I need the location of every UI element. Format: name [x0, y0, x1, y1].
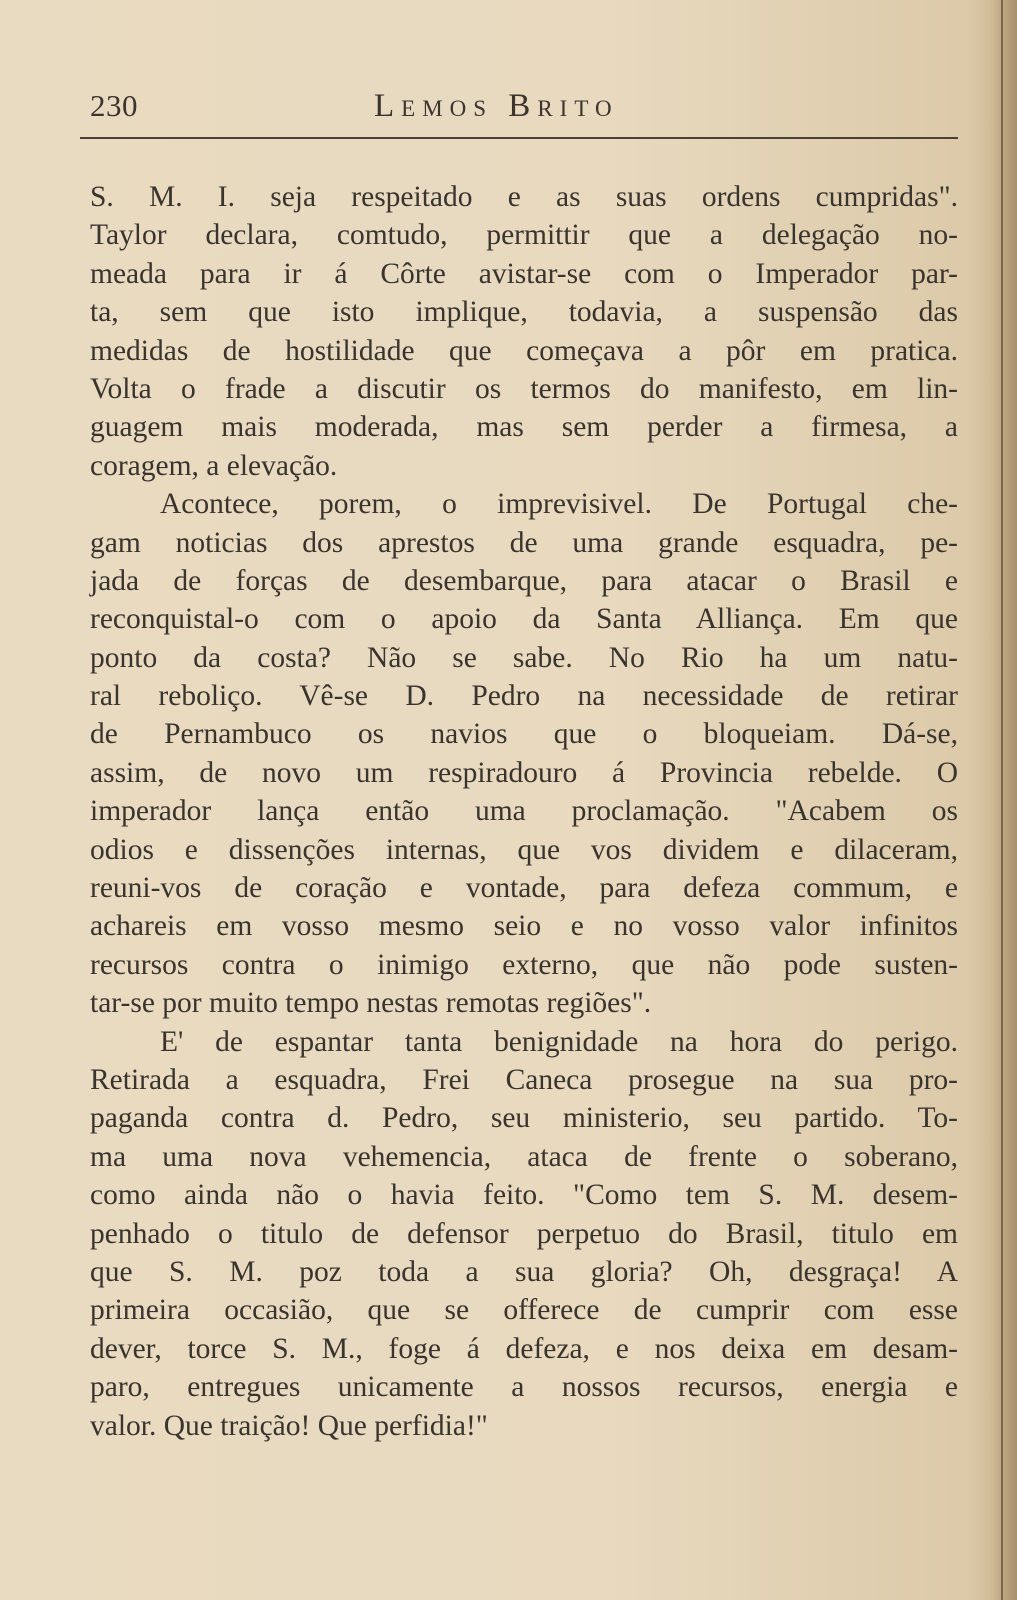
text-line: penhado o titulo de defensor perpetuo do Brasil, titulo em [90, 1217, 958, 1250]
text-line: meada para ir á Côrte avistar-se com o Imperador par- [90, 257, 958, 290]
text-line: ta, sem que isto implique, todavia, a suspensão das [90, 296, 958, 329]
header-rule [80, 137, 958, 139]
text-line: Acontece, porem, o imprevisivel. De Portugal che- [160, 488, 958, 521]
text-line: S. M. I. seja respeitado e as suas ordens cumpridas". [90, 181, 958, 213]
text-line: dever, torce S. M., foge á defeza, e nos deixa em desam- [90, 1332, 958, 1365]
text-line: achareis em vosso mesmo seio e no vosso valor infinitos [90, 910, 958, 943]
text-line: que S. M. poz toda a sua gloria? Oh, desgraça! A [90, 1255, 958, 1288]
text-line: primeira occasião, que se offerece de cumprir com esse [90, 1294, 958, 1327]
text-line: Taylor declara, comtudo, permittir que a delegação no- [90, 219, 958, 252]
text-line: Retirada a esquadra, Frei Caneca prosegue na sua pro- [90, 1063, 958, 1096]
text-line: paganda contra d. Pedro, seu ministerio, seu partido. To- [90, 1102, 958, 1135]
running-head: Lemos Brito [374, 88, 619, 124]
text-line: tar-se por muito tempo nestas remotas regiões". [90, 987, 652, 1020]
text-line: valor. Que traição! Que perfidia!" [90, 1409, 488, 1442]
text-line: jada de forças de desembarque, para atacar o Brasil e [90, 564, 958, 597]
text-line: recursos contra o inimigo externo, que não pode susten- [90, 948, 958, 981]
text-line: ponto da costa? Não se sabe. No Rio ha um natu- [90, 641, 958, 674]
text-line: ma uma nova vehemencia, ataca de frente o soberano, [90, 1140, 958, 1173]
text-line: ral reboliço. Vê-se D. Pedro na necessidade de retirar [90, 680, 958, 713]
text-line: paro, entregues unicamente a nossos recursos, energia e [90, 1371, 958, 1404]
text-line: assim, de novo um respiradouro á Provincia rebelde. O [90, 756, 958, 789]
page-header [90, 88, 960, 128]
text-line: E' de espantar tanta benignidade na hora do perigo. [160, 1025, 958, 1058]
text-line: de Pernambuco os navios que o bloqueiam. Dá-se, [90, 718, 958, 751]
text-line: reuni-vos de coração e vontade, para defeza commum, e [90, 872, 958, 905]
text-line: reconquistal-o com o apoio da Santa Alliança. Em que [90, 603, 958, 636]
text-line: imperador lança então uma proclamação. "Acabem os [90, 795, 958, 828]
text-line: coragem, a elevação. [90, 449, 338, 482]
text-line: guagem mais moderada, mas sem perder a firmesa, a [90, 411, 958, 444]
text-line: como ainda não o havia feito. "Como tem S. M. desem- [90, 1179, 958, 1212]
page-number: 230 [90, 88, 138, 123]
body-text [90, 178, 958, 1445]
page-edge-shadow [989, 0, 1017, 1600]
text-line: odios e dissenções internas, que vos dividem e dilaceram, [90, 833, 958, 866]
page-edge-line [1001, 0, 1003, 1600]
text-line: gam noticias dos aprestos de uma grande esquadra, pe- [90, 526, 958, 559]
text-line: medidas de hostilidade que começava a pôr em pratica. [90, 334, 958, 367]
text-line: Volta o frade a discutir os termos do manifesto, em lin- [90, 372, 958, 405]
